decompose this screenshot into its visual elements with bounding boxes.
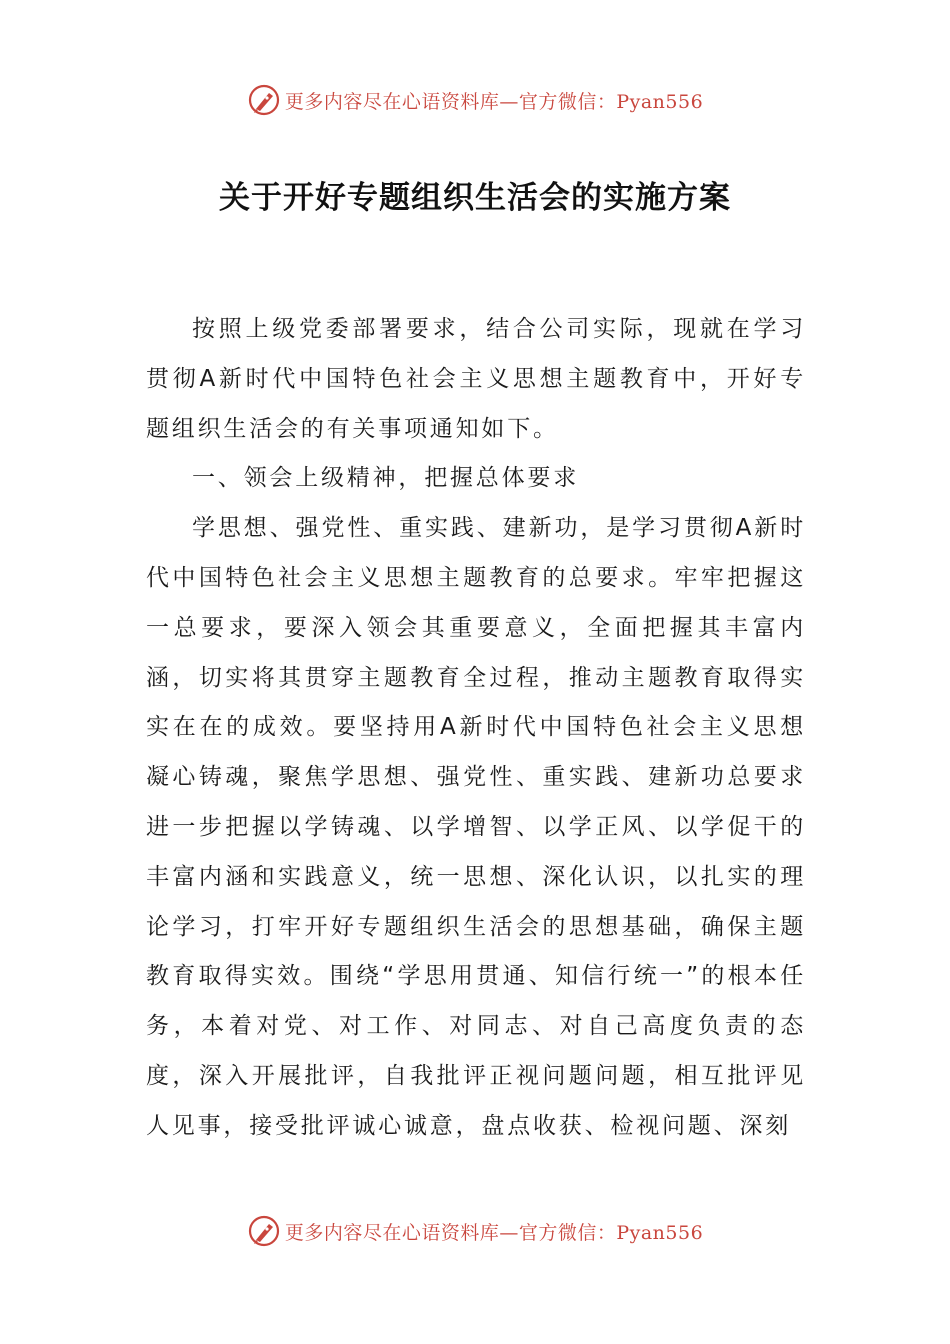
- watermark-text: 更多内容尽在心语资料库—官方微信：Pyan556: [284, 1221, 704, 1244]
- body-paragraph: 学思想、强党性、重实践、建新功，是学习贯彻A新时代中国特色社会主义思想主题教育的总要求。牢牢把握这一总要求，要深入领会其重要意义，全面把握其丰富内涵，切实将其贯穿主题教育全过程，推动主题教育取得实实在在的成效。要坚持用A新时代中国特色社会主义思想凝心铸魂，聚焦学思想、强党性、重实践、建新功总要求进一步把握以学铸魂、以学增智、以学正风、以学促干的丰富内涵和实践意义，统一思想、深化认识，以扎实的理论学习，打牢开好专题组织生活会的思想基础，确保主题教育取得实效。围绕“学思用贯通、知信行统一”的根本任务，本着对党、对工作、对同志、对自己高度负责的态度，深入开展批评，自我批评正视问题问题，相互批评见人见事，接受批评诚心诚意，盘点收获、检视问题、深刻: [146, 515, 806, 1139]
- watermark-banner-bottom: [0, 1211, 950, 1251]
- section-heading: 一、领会上级精神，把握总体要求: [192, 465, 579, 492]
- pen-nib-icon: [247, 83, 281, 117]
- document-body: [146, 305, 806, 1152]
- watermark-banner-top: [0, 80, 950, 120]
- watermark-text: 更多内容尽在心语资料库—官方微信：Pyan556: [284, 90, 704, 113]
- pen-nib-icon: [247, 1214, 281, 1248]
- intro-paragraph: 按照上级党委部署要求，结合公司实际，现就在学习贯彻A新时代中国特色社会主义思想主题教育中，开好专题组织生活会的有关事项通知如下。: [146, 316, 806, 442]
- document-title: 关于开好专题组织生活会的实施方案: [219, 180, 731, 216]
